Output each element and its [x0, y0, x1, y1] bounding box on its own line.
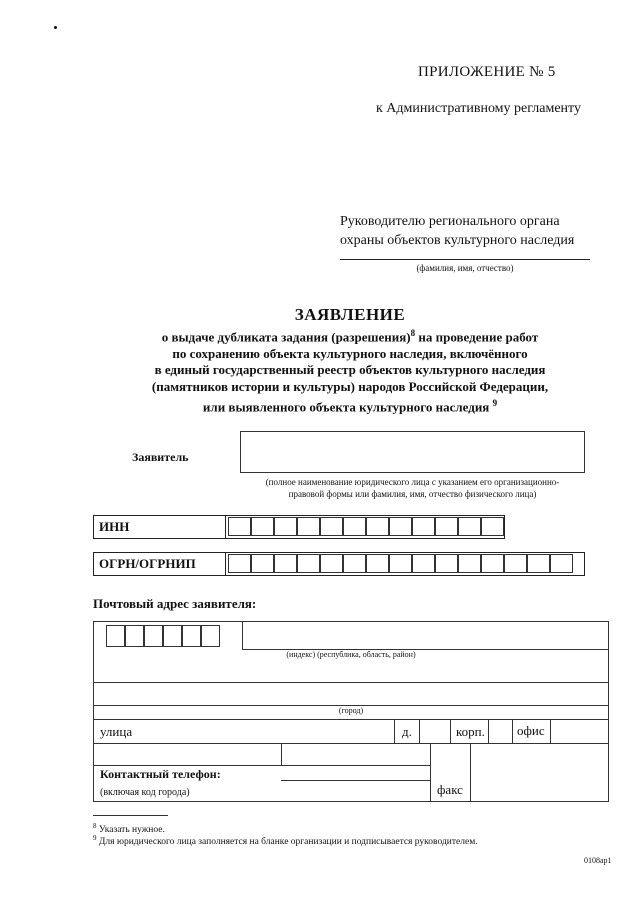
contact-phone-field[interactable] [94, 766, 430, 801]
ogrn-digit-cell[interactable] [366, 554, 389, 573]
ogrn-row [93, 552, 585, 576]
inn-digit-cell[interactable] [251, 517, 274, 536]
postal-index-digit-cell[interactable] [201, 625, 220, 647]
ogrn-label: ОГРН/ОГРНИП [94, 553, 226, 575]
addressee-name-field[interactable] [340, 259, 590, 260]
postal-index-digit-cell[interactable] [182, 625, 201, 647]
building-label: корп. [456, 724, 485, 739]
footnote-separator [93, 815, 168, 816]
subtitle-line-3: в единый государственный реестр объектов культурного наследия [154, 362, 546, 378]
addressee-block [340, 212, 574, 250]
postal-index-digit-cell[interactable] [163, 625, 182, 647]
ogrn-digit-cell[interactable] [297, 554, 320, 573]
inn-digit-cell[interactable] [481, 517, 504, 536]
applicant-hint-line-2: правовой формы или фамилия, имя, отчество физического лица) [288, 489, 537, 499]
appendix-subtitle: к Административному регламенту [376, 101, 581, 116]
inn-digit-cell[interactable] [458, 517, 481, 536]
table-divider [394, 719, 395, 743]
ogrn-digit-cell[interactable] [527, 554, 550, 573]
appendix-title: ПРИЛОЖЕНИЕ № 5 [418, 64, 556, 80]
ogrn-cells [226, 553, 573, 575]
fax-field[interactable] [471, 766, 608, 801]
ogrn-digit-cell[interactable] [389, 554, 412, 573]
document-subtitle [0, 325, 640, 416]
ogrn-digit-cell[interactable] [435, 554, 458, 573]
postal-index-digit-cell[interactable] [144, 625, 163, 647]
postal-address-label: Почтовый адрес заявителя: [93, 596, 257, 611]
footnote-ref-9: 9 [492, 398, 498, 409]
ogrn-digit-cell[interactable] [251, 554, 274, 573]
ogrn-digit-cell[interactable] [320, 554, 343, 573]
subtitle-line-5: или выявленного объекта культурного наследия [202, 399, 490, 415]
inn-digit-cell[interactable] [435, 517, 458, 536]
table-divider [512, 719, 513, 743]
inn-cells [226, 516, 504, 538]
addressee-hint: (фамилия, имя, отчество) [416, 263, 514, 273]
city-field[interactable] [94, 683, 608, 705]
scan-speck [54, 26, 57, 29]
table-divider [94, 743, 608, 744]
addressee-line-1: Руководителю регионального органа [340, 214, 560, 229]
footnote-ref-8: 8 [410, 328, 416, 338]
ogrn-digit-cell[interactable] [343, 554, 366, 573]
ogrn-digit-cell[interactable] [274, 554, 297, 573]
ogrn-digit-cell[interactable] [481, 554, 504, 573]
region-hint: (индекс) (республика, область, район) [286, 650, 416, 659]
inn-digit-cell[interactable] [366, 517, 389, 536]
table-divider [450, 719, 451, 743]
table-divider [281, 743, 282, 765]
inn-digit-cell[interactable] [228, 517, 251, 536]
subtitle-line-1b: на проведение работ [415, 329, 539, 345]
ogrn-digit-cell[interactable] [458, 554, 481, 573]
postal-index-digit-cell[interactable] [106, 625, 125, 647]
subtitle-line-4: (памятников истории и культуры) народов Российской Федерации, [151, 378, 549, 394]
office-label: офис [517, 723, 545, 738]
street-field[interactable] [139, 720, 389, 742]
applicant-hint [240, 476, 585, 500]
subtitle-line-2: по сохранению объекта культурного наследия, включённого [172, 345, 528, 361]
fax-label: факс [437, 782, 463, 797]
ogrn-digit-cell[interactable] [228, 554, 251, 573]
table-divider [430, 743, 431, 801]
footnote-9-number: 9 [93, 834, 97, 842]
ogrn-digit-cell[interactable] [504, 554, 527, 573]
applicant-label: Заявитель [132, 450, 189, 464]
form-code: 0108ap1 [584, 856, 612, 865]
addressee-line-2: охраны объектов культурного наследия [340, 233, 575, 248]
contact-phone-label: Контактный телефон: [100, 767, 221, 781]
inn-digit-cell[interactable] [297, 517, 320, 536]
table-divider [281, 780, 430, 781]
subtitle-line-1a: о выдаче дубликата задания (разрешения) [161, 329, 411, 345]
inn-digit-cell[interactable] [343, 517, 366, 536]
document-title: ЗАЯВЛЕНИЕ [294, 305, 406, 324]
footnote-9 [93, 834, 478, 847]
footnote-8-text: Указать нужное. [96, 825, 165, 836]
footnote-8-number: 8 [93, 822, 97, 830]
inn-digit-cell[interactable] [320, 517, 343, 536]
region-field[interactable] [94, 660, 608, 682]
contact-phone-note: (включая код города) [100, 787, 190, 798]
city-hint: (город) [338, 706, 364, 715]
inn-digit-cell[interactable] [274, 517, 297, 536]
street-label: улица [100, 724, 133, 739]
table-divider [419, 719, 420, 743]
ogrn-digit-cell[interactable] [412, 554, 435, 573]
table-divider [550, 719, 551, 743]
inn-digit-cell[interactable] [412, 517, 435, 536]
applicant-hint-line-1: (полное наименование юридического лица с указанием его организационно- [265, 477, 560, 487]
applicant-name-field[interactable] [240, 431, 585, 473]
postal-index-cells [106, 625, 220, 647]
table-divider [488, 719, 489, 743]
inn-row [93, 515, 505, 539]
house-label: д. [402, 724, 412, 739]
inn-digit-cell[interactable] [389, 517, 412, 536]
postal-index-digit-cell[interactable] [125, 625, 144, 647]
postal-address-table [93, 621, 609, 802]
inn-label: ИНН [94, 516, 226, 538]
footnote-9-text: Для юридического лица заполняется на бланке организации и подписывается руководителем. [96, 837, 478, 848]
ogrn-digit-cell[interactable] [550, 554, 573, 573]
table-divider [242, 622, 243, 649]
